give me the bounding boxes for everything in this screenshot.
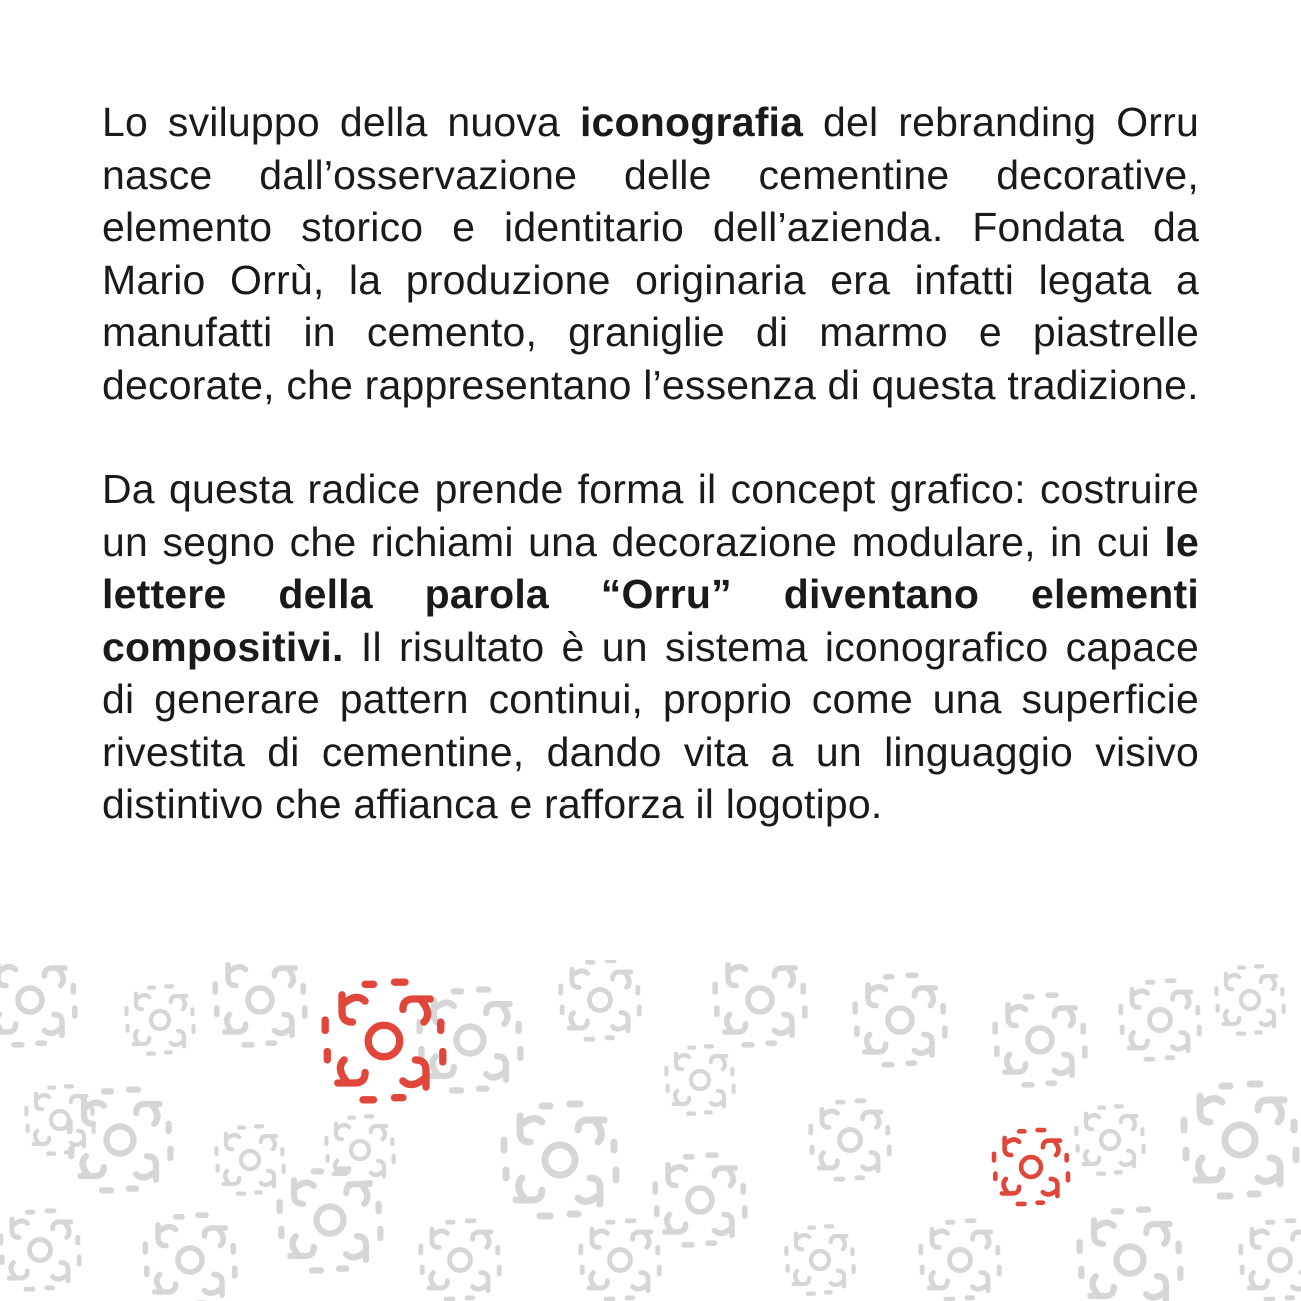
pattern-motif-muted	[666, 1046, 733, 1113]
highlight-iconografia: iconografia	[579, 99, 804, 145]
pattern-motif-muted	[216, 1126, 283, 1193]
paragraph-iconografia	[102, 96, 1199, 411]
paragraph-2-text-a: Da questa radice prende forma il concept grafico: costruire un segno che richiami una decorazione modulare, in cui	[102, 466, 1199, 565]
pattern-motif-muted	[921, 1221, 999, 1299]
body-text	[102, 96, 1199, 831]
paragraph-1-text-a: Lo sviluppo della nuova	[102, 99, 580, 145]
pattern-muted-motifs	[0, 960, 1301, 1301]
pattern-motif-muted	[1, 1211, 79, 1289]
pattern-motif-muted	[504, 1104, 616, 1216]
pattern-motif-muted	[786, 1226, 853, 1293]
pattern-motif-muted	[1216, 966, 1283, 1033]
pattern-motif-muted	[581, 1221, 659, 1299]
pattern-motif-muted	[655, 1155, 745, 1245]
pattern-motif-muted	[421, 1221, 499, 1299]
pattern-motif-muted	[995, 995, 1085, 1085]
orru-motif-icon-small	[994, 1130, 1068, 1204]
highlight-lettere-orru: le lettere della parola “Orru” diventano elementi compositivi.	[102, 518, 1199, 670]
pattern-motif-muted	[326, 1116, 393, 1183]
pattern-motif-muted	[145, 1215, 235, 1301]
pattern-motif-muted	[811, 1101, 889, 1179]
pattern-motif-muted	[1080, 1210, 1181, 1301]
paragraph-2-text-b: Il risultato è un sistema iconografico capace di generare pattern continui, proprio come una superficie rivestita di cementine, dando vita a un linguaggio visivo distintivo che affianca e rafforza il logotipo.	[102, 623, 1199, 827]
pattern-motif-muted	[280, 1170, 381, 1271]
pattern-motif-muted	[1121, 981, 1199, 1059]
pattern-motif-muted	[715, 960, 805, 1045]
pattern-motif-muted	[420, 990, 521, 1091]
orru-motif-icon-large	[325, 982, 443, 1100]
pattern-motif-muted	[0, 960, 75, 1045]
pattern-canvas	[0, 960, 1301, 1301]
cementine-pattern	[0, 960, 1301, 1301]
pattern-motif-muted	[1076, 1106, 1143, 1173]
pattern-motif-muted	[126, 986, 193, 1053]
pattern-motif-muted	[561, 961, 639, 1039]
paragraph-concept	[102, 463, 1199, 831]
paragraph-1-text-b: del rebranding Orru nasce dall’osservazione delle cementine decorative, elemento storico e identitario dell’azienda. Fondata da Mario Orrù, la produzione originaria era infatti legata a manufatti in cemento, graniglie di marmo e piastrelle decorate, che rappresentano l’essenza di questa tradizione.	[102, 99, 1199, 408]
pattern-motif-muted	[1184, 1084, 1296, 1196]
pattern-motif-muted	[1241, 1221, 1301, 1299]
pattern-motif-muted	[855, 975, 945, 1065]
pattern-motif-muted	[215, 960, 305, 1045]
